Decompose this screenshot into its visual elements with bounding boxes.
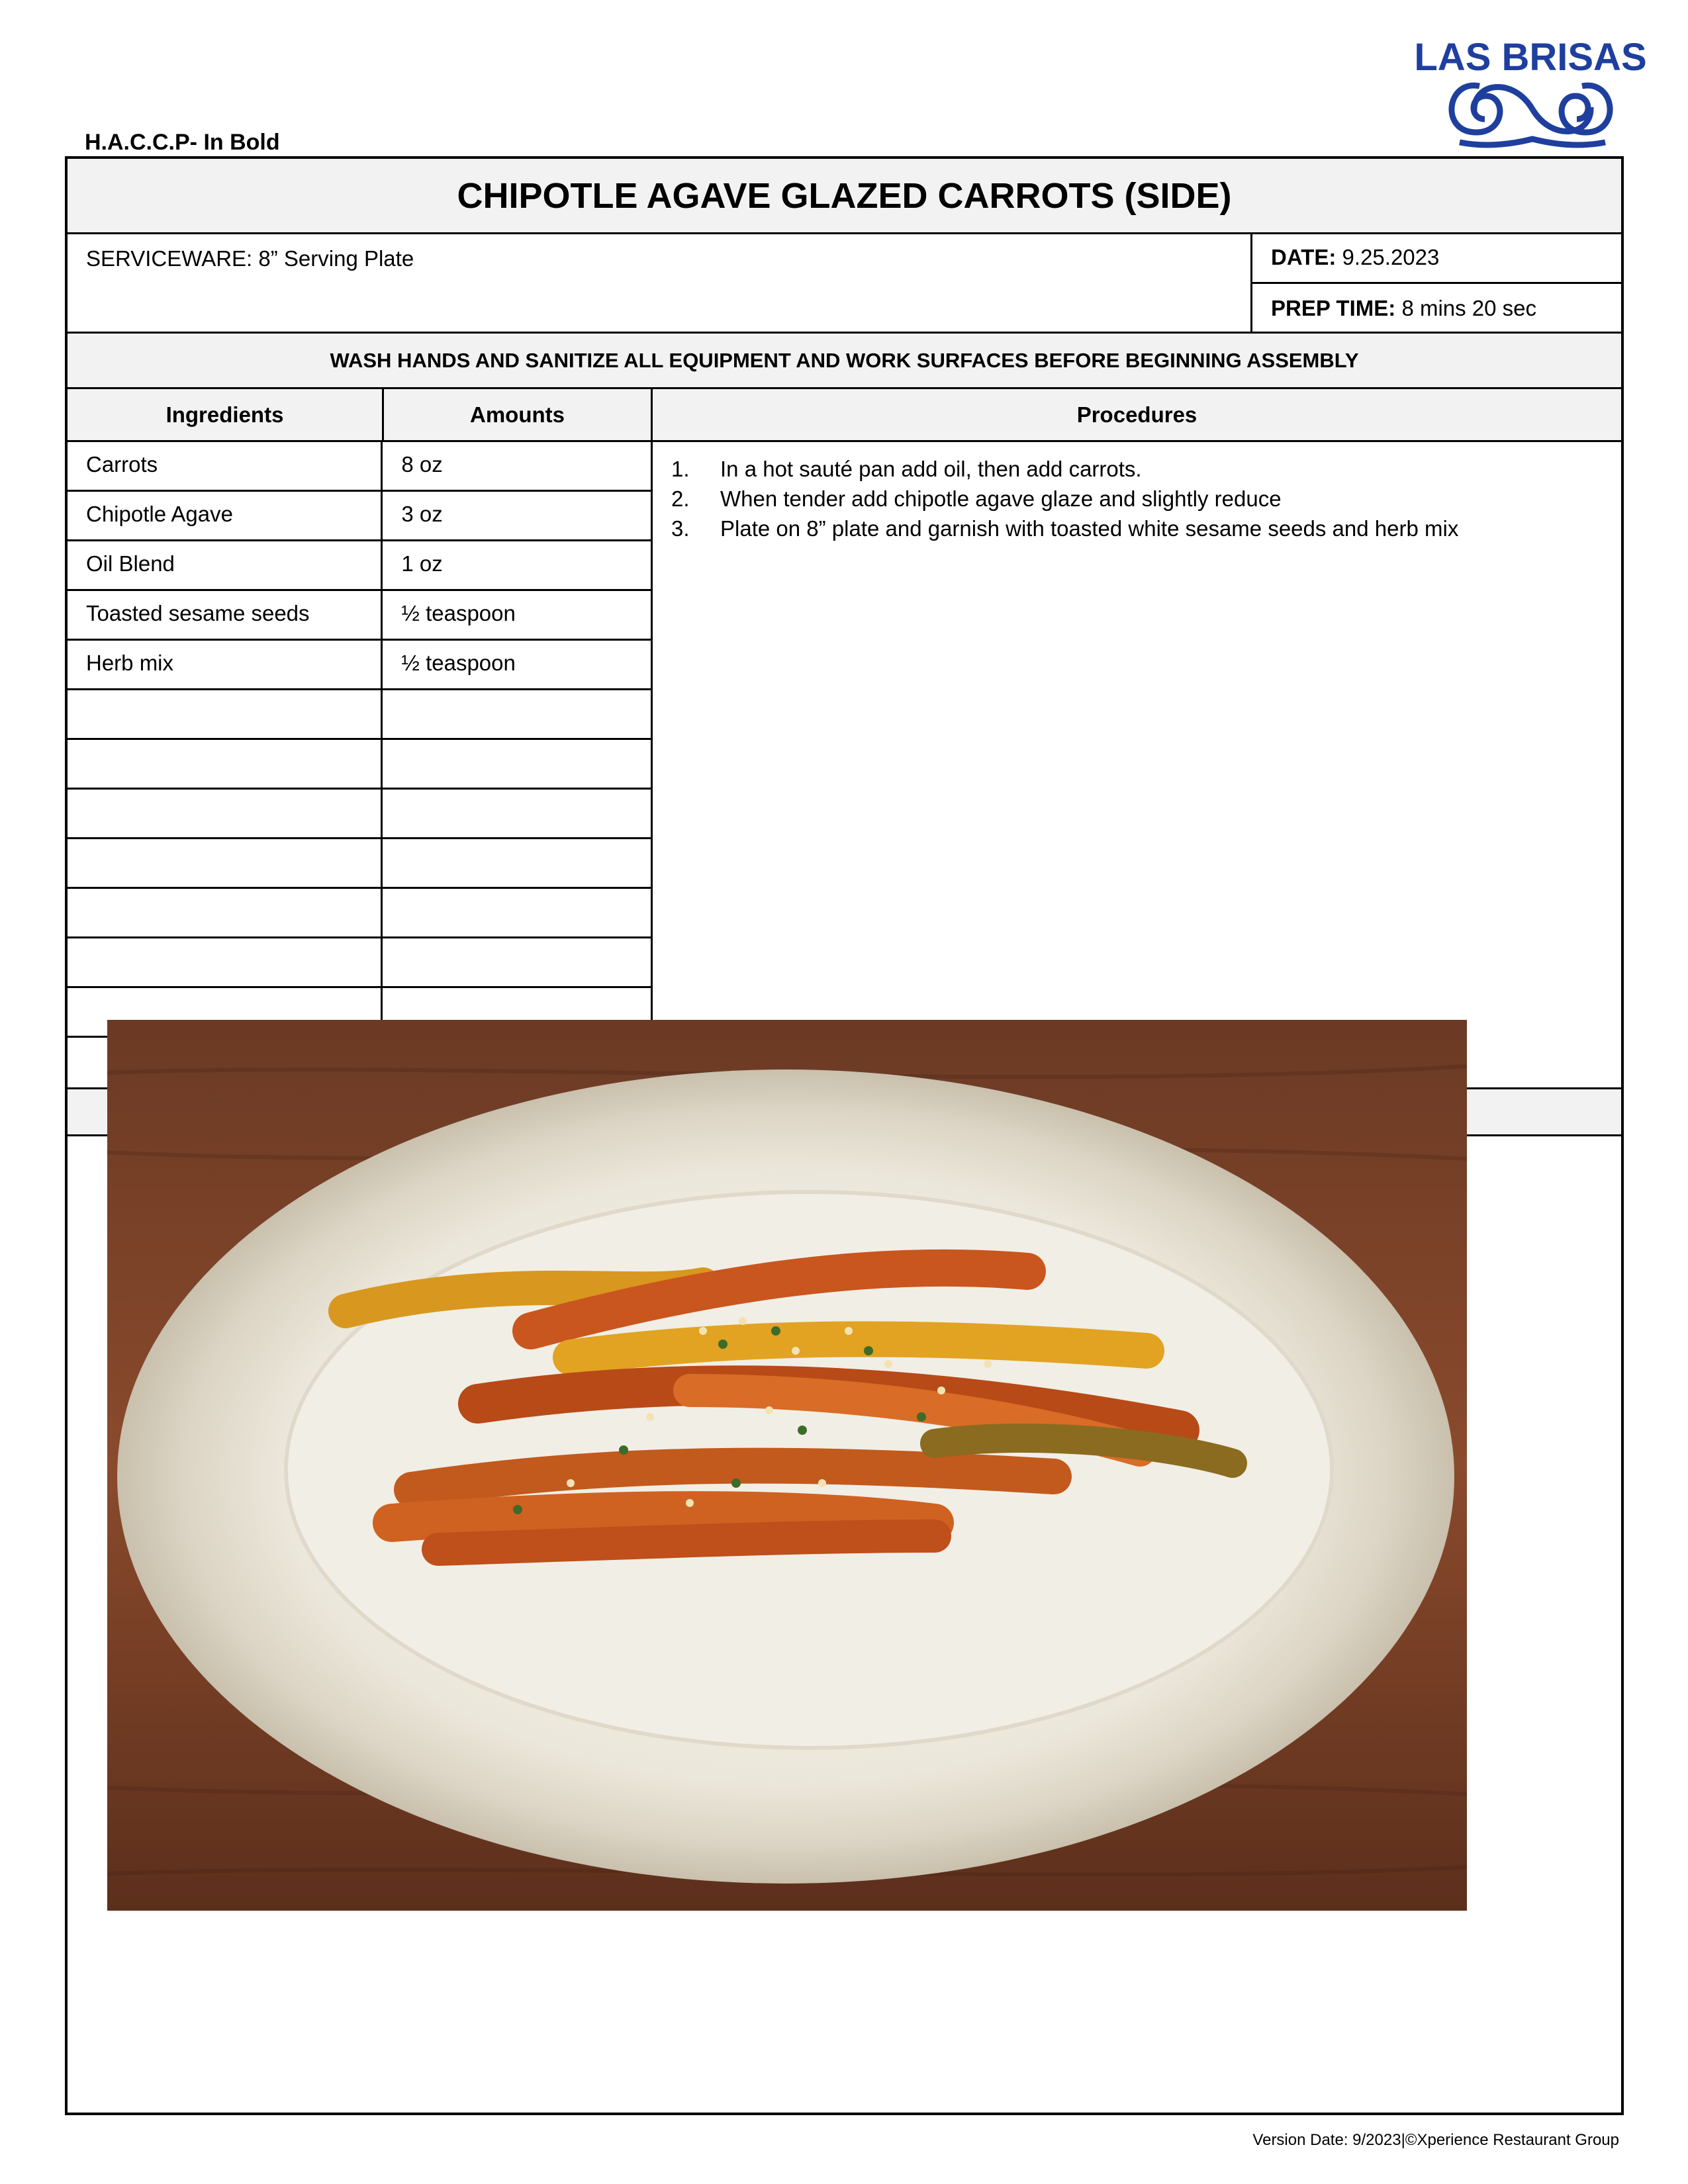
ingredient-amount: ½ teaspoon: [401, 601, 516, 625]
ingredient-name: Herb mix: [68, 641, 383, 688]
ingredient-amount: [383, 790, 651, 837]
date-label: DATE:: [1271, 245, 1336, 269]
procedures-header: Procedures: [1076, 402, 1197, 427]
ingredient-amount: [383, 938, 651, 986]
ingredient-amount: [383, 740, 651, 788]
table-header: [68, 389, 1621, 442]
step-number: 2.: [671, 486, 690, 511]
prep-time-cell: [1252, 284, 1621, 334]
ingredients-header: Ingredients: [68, 389, 384, 440]
las-brisas-logo: [1414, 33, 1647, 151]
procedure-step: [671, 484, 1621, 514]
serviceware-text: SERVICEWARE: 8” Serving Plate: [68, 234, 1252, 332]
haccp-note: H.A.C.C.P- In Bold: [85, 130, 280, 155]
ingredient-amount: 1 oz: [401, 551, 443, 576]
ingredient-name: [68, 889, 383, 936]
step-number: 3.: [671, 516, 690, 541]
recipe-title: CHIPOTLE AGAVE GLAZED CARROTS (SIDE): [68, 159, 1621, 234]
table-row: [68, 889, 651, 938]
procedures-list: [653, 442, 1621, 1087]
table-row: [68, 790, 651, 839]
table-row: [68, 938, 651, 988]
ingredient-name: [68, 790, 383, 837]
dish-photo: [107, 1020, 1467, 1911]
ingredients-table: [68, 442, 653, 1087]
ingredient-amount: ½ teaspoon: [401, 651, 516, 675]
ingredient-amount: 3 oz: [401, 502, 443, 526]
table-row: [68, 591, 651, 641]
ingredient-amount: [383, 839, 651, 887]
table-row: [68, 839, 651, 889]
ingredient-name: Toasted sesame seeds: [68, 591, 383, 639]
prep-time-value: 8 mins 20 sec: [1401, 296, 1537, 320]
ingredient-name: Oil Blend: [68, 541, 383, 589]
ingredient-name: [68, 938, 383, 986]
version-footer: Version Date: 9/2023|©Xperience Restaurant Group: [1252, 2131, 1619, 2149]
serviceware-row: [68, 234, 1621, 334]
ingredient-name: [68, 740, 383, 788]
table-row: [68, 492, 651, 541]
step-number: 1.: [671, 457, 690, 481]
table-row: [68, 541, 651, 591]
ingredient-name: [68, 690, 383, 738]
prep-time-label: PREP TIME:: [1271, 296, 1396, 320]
step-text: Plate on 8” plate and garnish with toasted white sesame seeds and herb mix: [720, 516, 1459, 541]
wash-notice: WASH HANDS AND SANITIZE ALL EQUIPMENT AND WORK SURFACES BEFORE BEGINNING ASSEMBLY: [68, 334, 1621, 389]
date-cell: [1252, 234, 1621, 284]
table-row: [68, 442, 651, 492]
step-text: In a hot sauté pan add oil, then add carrots.: [720, 457, 1142, 481]
ingredient-amount: 8 oz: [401, 452, 443, 477]
date-value: 9.25.2023: [1342, 245, 1440, 269]
ingredient-name: Chipotle Agave: [68, 492, 383, 539]
ingredient-name: Carrots: [68, 442, 383, 490]
amounts-header: Amounts: [384, 389, 653, 440]
ingredient-name: [68, 839, 383, 887]
table-row: [68, 740, 651, 790]
ingredient-amount: [383, 889, 651, 936]
table-row: [68, 690, 651, 740]
procedure-step: [671, 454, 1621, 484]
procedure-step: [671, 514, 1621, 543]
ingredient-amount: [383, 690, 651, 738]
step-text: When tender add chipotle agave glaze and slightly reduce: [720, 486, 1282, 511]
logo-wordmark: LAS BRISAS: [1414, 36, 1647, 79]
table-row: [68, 641, 651, 690]
